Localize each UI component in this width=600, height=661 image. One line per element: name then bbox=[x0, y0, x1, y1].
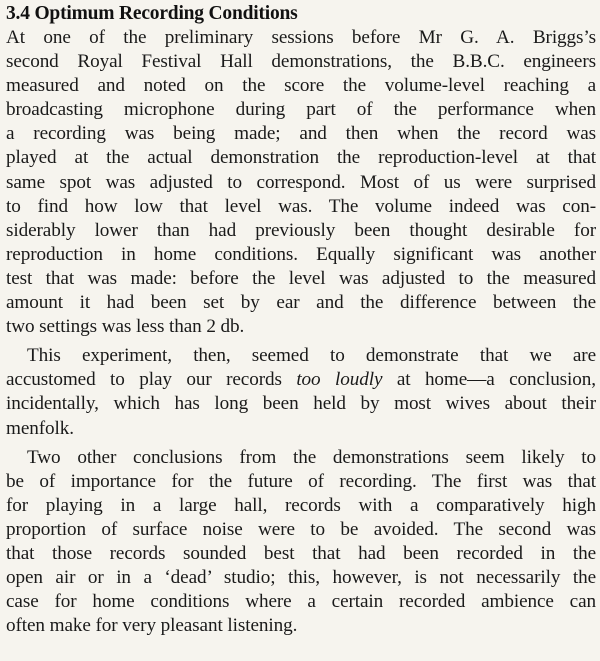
text-line: Two other conclusions from the demonstrations seem likely to bbox=[27, 446, 596, 468]
text-line: a recording was being made; and then when the record was bbox=[6, 123, 596, 145]
text-line: that those records sounded best that had been recorded in the bbox=[6, 542, 596, 564]
section-title: Optimum Recording Conditions bbox=[34, 3, 298, 24]
text-line: proportion of surface noise were to be avoided. The second was bbox=[6, 518, 596, 540]
text-line: test that was made: before the level was adjusted to the measured bbox=[6, 267, 596, 289]
text-line: played at the actual demonstration the reproduction-level at that bbox=[6, 147, 596, 169]
text-line: This experiment, then, seemed to demonstrate that we are bbox=[27, 345, 596, 367]
text-line: to find how low that level was. The volume indeed was con- bbox=[6, 195, 596, 217]
text-line: amount it had been set by ear and the difference between the bbox=[6, 292, 596, 314]
text-line bbox=[6, 368, 596, 392]
section-heading bbox=[6, 0, 600, 26]
text-line: measured and noted on the score the volume-level reaching a bbox=[6, 75, 596, 97]
text-line: incidentally, which has long been held by most wives about their bbox=[6, 393, 596, 415]
text-line: for playing in a large hall, records with a comparatively high bbox=[6, 494, 596, 516]
text-line: same spot was adjusted to correspond. Most of us were surprised bbox=[6, 171, 596, 193]
paragraph-3 bbox=[6, 446, 596, 639]
text-line: menfolk. bbox=[6, 417, 74, 439]
text-line: be of importance for the future of recording. The first was that bbox=[6, 470, 596, 492]
text-line: reproduction in home conditions. Equally significant was another bbox=[6, 243, 596, 265]
text-line: broadcasting microphone during part of the performance when bbox=[6, 99, 596, 121]
emphasis-text: too loudly bbox=[296, 369, 383, 391]
text-run: accustomed to play our records bbox=[6, 369, 297, 391]
text-line: often make for very pleasant listening. bbox=[6, 615, 298, 637]
text-line: second Royal Festival Hall demonstrations, the B.B.C. engineers bbox=[6, 51, 596, 73]
paragraph-1 bbox=[6, 26, 596, 339]
text-line: open air or in a ‘dead’ studio; this, however, is not necessarily the bbox=[6, 567, 596, 589]
section-number: 3.4 bbox=[6, 3, 30, 24]
text-line: siderably lower than had previously been thought desirable for bbox=[6, 219, 596, 241]
text-line: case for home conditions where a certain recorded ambience can bbox=[6, 591, 596, 613]
text-line: At one of the preliminary sessions before Mr G. A. Briggs’s bbox=[6, 27, 596, 48]
paragraph-2 bbox=[6, 344, 596, 440]
text-line: two settings was less than 2 db. bbox=[6, 316, 245, 338]
text-run: at home—a conclusion, bbox=[382, 369, 596, 391]
